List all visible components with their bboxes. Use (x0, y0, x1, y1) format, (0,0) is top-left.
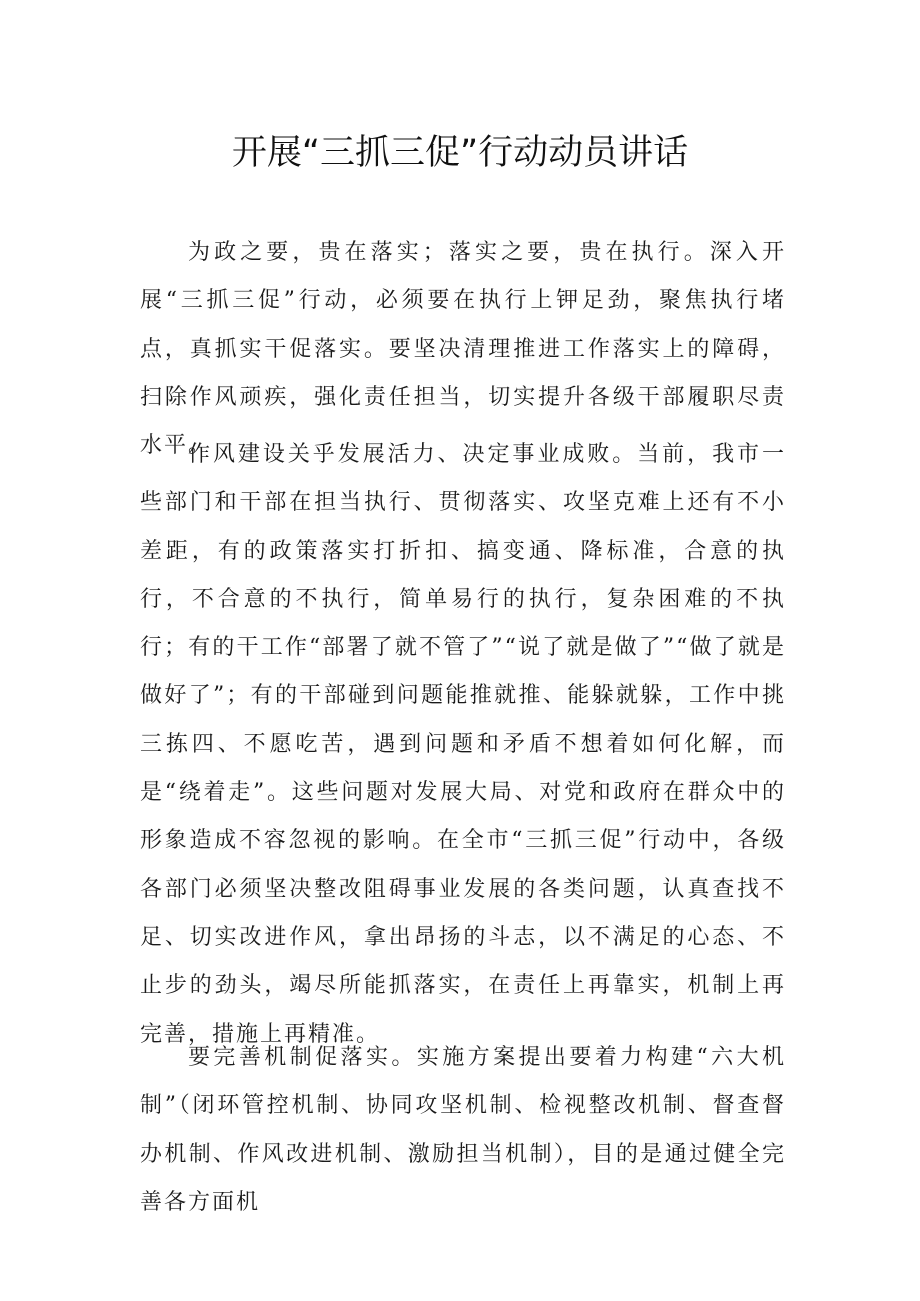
paragraph-3: 要完善机制促落实。实施方案提出要着力构建“六大机制”（闭环管控机制、协同攻坚机制、检视整改机制、督查督办机制、作风改进机制、激励担当机制），目的是通过健全完善各方面机 (140, 1045, 786, 1215)
document-title: 开展“三抓三促”行动动员讲话 (231, 133, 689, 173)
paragraph-2: 作风建设关乎发展活力、决定事业成败。当前，我市一些部门和干部在担当执行、贯彻落实、攻坚克难上还有不小差距，有的政策落实打折扣、搞变通、降标准，合意的执行，不合意的不执行，简单易行的执行，复杂困难的不执行；有的干工作“部署了就不管了”“说了就是做了”“做了就是做好了”；有的干部碰到问题能推就推、能躲就躲，工作中挑三拣四、不愿吃苦，遇到问题和矛盾不想着如何化解，而是“绕着走”。这些问题对发展大局、对党和政府在群众中的形象造成不容忽视的影响。在全市“三抓三促”行动中，各级各部门必须坚决整改阻碍事业发展的各类问题，认真查找不足、切实改进作风，拿出昂扬的斗志，以不满足的心态、不止步的劲头，竭尽所能抓落实，在责任上再靠实，机制上再完善，措施上再精准。 (140, 442, 786, 1047)
paragraph-1: 为政之要，贵在落实；落实之要，贵在执行。深入开展“三抓三促”行动，必须要在执行上钾足劲，聚焦执行堵点，真抓实干促落实。要坚决清理推进工作落实上的障碍，扫除作风顽疾，强化责任担当，切实提升各级干部履职尽责水平。 (140, 240, 786, 459)
